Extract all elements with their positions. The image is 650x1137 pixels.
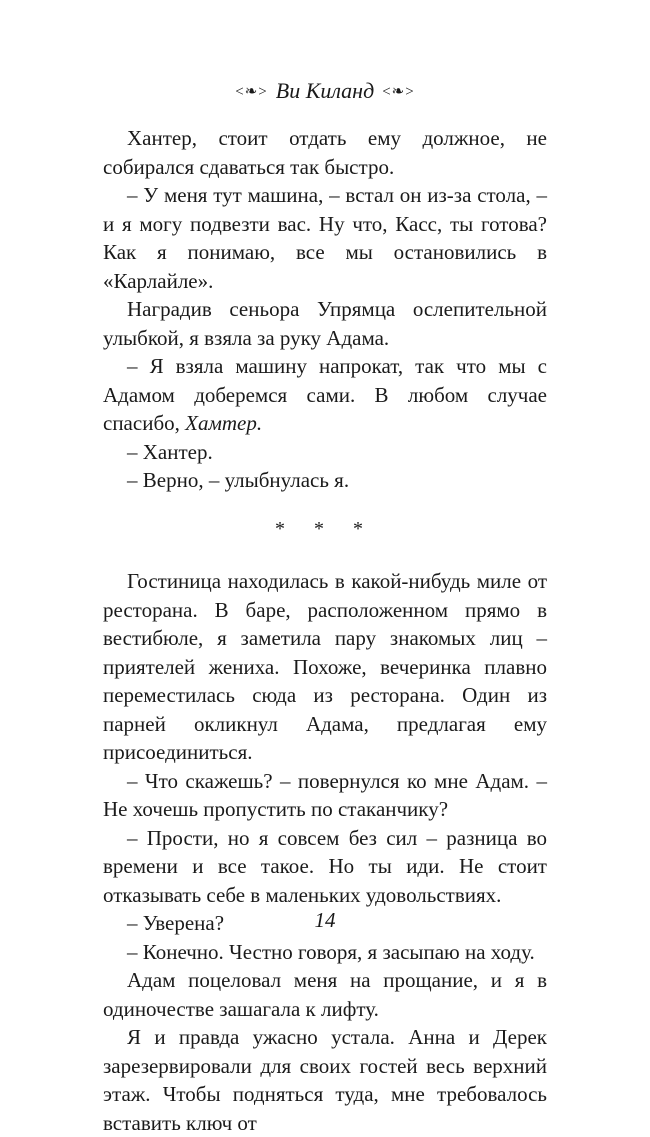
paragraph: – Хантер. xyxy=(127,439,213,464)
ornament-left-icon: <❧> xyxy=(235,84,268,100)
paragraph: – Уверена? xyxy=(127,911,225,935)
ornament-right-icon: <❧> xyxy=(382,84,415,100)
paragraph: – Верно, – улыбнулась я. xyxy=(127,468,350,492)
author-name: Ви Киланд xyxy=(275,78,375,103)
body-text xyxy=(103,124,547,1137)
paragraph: – Конечно. Честно говоря, я засыпаю на ходу. xyxy=(127,939,535,964)
section-separator: * * * xyxy=(275,517,375,540)
page-number: 14 xyxy=(314,908,336,932)
paragraph: Я и правда ужасно устала. Анна и Дерек зарезервировали для своих гостей весь верхний этаж. Чтобы подняться туда, мне требовалось вставить ключ от xyxy=(103,1025,547,1135)
paragraph xyxy=(103,352,547,438)
paragraph: Адам поцеловал меня на прощание, и я в одиночестве зашагала к лифту. xyxy=(103,968,547,1021)
emphasized-name: Хамтер. xyxy=(185,411,263,435)
paragraph: – У меня тут машина, – встал он из-за стола, – и я могу подвезти вас. Ну что, Касс, ты готова? Как я понимаю, все мы остановились в «Карлайле». xyxy=(103,183,547,293)
running-header xyxy=(0,78,650,104)
paragraph: Наградив сеньора Упрямца ослепительной улыбкой, я взяла за руку Адама. xyxy=(103,297,547,350)
paragraph: – Прости, но я совсем без сил – разница во времени и все такое. Но ты иди. Не стоит отказывать себе в маленьких удовольствиях. xyxy=(103,825,547,907)
paragraph: – Что скажешь? – повернулся ко мне Адам. – Не хочешь пропустить по стаканчику? xyxy=(103,768,547,821)
paragraph: Хантер, стоит отдать ему должное, не собирался сдаваться так быстро. xyxy=(103,126,547,179)
paragraph: Гостиница находилась в какой-нибудь миле от ресторана. В баре, расположенном прямо в вестибюле, я заметила пару знакомых лиц – приятелей жениха. Похоже, вечеринка плавно переместилась сюда из ресторана. Один из парней окликнул Адама, предлагая ему присоединиться. xyxy=(103,569,547,764)
paragraph-text: – Я взяла машину напрокат, так что мы с Адамом доберемся сами. В любом случае спасибо, xyxy=(103,354,547,435)
